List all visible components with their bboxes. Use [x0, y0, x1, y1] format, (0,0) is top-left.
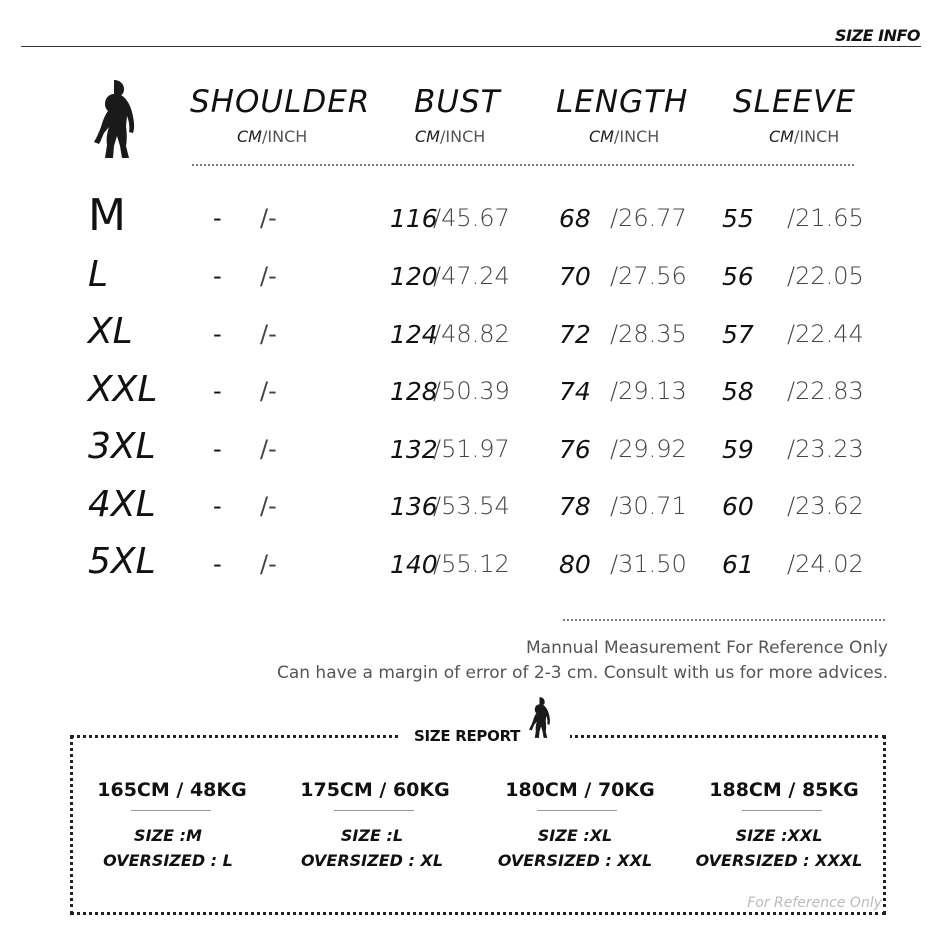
size-label: XXL: [88, 369, 158, 410]
column-unit-shoulder: [237, 127, 307, 146]
sleeve-cm: 55: [722, 204, 754, 233]
column-unit-bust: [415, 127, 485, 146]
size-label: L: [88, 254, 109, 295]
unit-cm: CM: [589, 127, 614, 146]
model-oversized: OVERSIZED : XXXL: [695, 851, 863, 870]
column-title-sleeve: SLEEVE: [733, 84, 856, 120]
ape-figure-icon: [528, 694, 552, 742]
shoulder-cm: -: [213, 550, 222, 578]
shoulder-cm: -: [213, 377, 222, 405]
size-label: 4XL: [88, 484, 156, 525]
model-measure: 180CM / 70KG: [505, 779, 655, 801]
size-info-title: SIZE INFO: [835, 26, 920, 45]
shoulder-inch: /-: [260, 262, 277, 290]
bust-cm: 132: [390, 435, 438, 464]
model-oversized: OVERSIZED : XL: [300, 851, 444, 870]
model-oversized: OVERSIZED : XXL: [497, 851, 653, 870]
column-unit-length: [589, 127, 659, 146]
bust-cm: 124: [390, 320, 438, 349]
bust-inch: /53.54: [433, 492, 510, 520]
shoulder-inch: /-: [260, 550, 277, 578]
sleeve-inch: /24.02: [787, 550, 864, 578]
sleeve-cm: 61: [722, 550, 754, 579]
bust-inch: /47.24: [433, 262, 510, 290]
column-title-bust: BUST: [414, 84, 501, 120]
column-title-shoulder: SHOULDER: [190, 84, 371, 120]
bust-inch: /50.39: [433, 377, 510, 405]
shoulder-inch: /-: [260, 320, 277, 348]
model-divider: [131, 810, 211, 811]
shoulder-inch: /-: [260, 377, 277, 405]
bust-inch: /51.97: [433, 435, 510, 463]
sleeve-cm: 56: [722, 262, 754, 291]
shoulder-cm: -: [213, 204, 222, 232]
bust-inch: /45.67: [433, 204, 510, 232]
model-divider: [334, 810, 414, 811]
length-inch: /31.50: [610, 550, 687, 578]
unit-inch: /INCH: [261, 127, 308, 146]
ape-figure-icon: [92, 78, 138, 162]
size-label: 5XL: [88, 541, 156, 582]
model-oversized: OVERSIZED : L: [103, 851, 233, 870]
unit-inch: /INCH: [613, 127, 660, 146]
length-cm: 70: [559, 262, 591, 291]
shoulder-cm: -: [213, 320, 222, 348]
length-inch: /28.35: [610, 320, 687, 348]
header-dotted-divider: [192, 164, 854, 166]
margin-note: Can have a margin of error of 2-3 cm. Consult with us for more advices.: [276, 663, 888, 683]
sleeve-cm: 58: [722, 377, 754, 406]
bust-cm: 128: [390, 377, 438, 406]
sleeve-cm: 59: [722, 435, 754, 464]
bust-cm: 140: [390, 550, 438, 579]
model-measure: 165CM / 48KG: [97, 779, 247, 801]
shoulder-cm: -: [213, 262, 222, 290]
model-size: SIZE :L: [340, 826, 404, 845]
shoulder-cm: -: [213, 492, 222, 520]
unit-inch: /INCH: [793, 127, 840, 146]
model-divider: [537, 810, 617, 811]
length-cm: 78: [559, 492, 591, 521]
shoulder-cm: -: [213, 435, 222, 463]
bust-cm: 116: [390, 204, 438, 233]
model-divider: [742, 810, 822, 811]
sleeve-inch: /22.05: [787, 262, 864, 290]
bust-cm: 120: [390, 262, 438, 291]
length-cm: 72: [559, 320, 591, 349]
bust-inch: /48.82: [433, 320, 510, 348]
length-inch: /27.56: [610, 262, 687, 290]
size-report-box: [70, 735, 886, 915]
measurement-note: Mannual Measurement For Reference Only: [526, 638, 888, 658]
shoulder-inch: /-: [260, 204, 277, 232]
sleeve-cm: 57: [722, 320, 754, 349]
sleeve-inch: /22.44: [787, 320, 864, 348]
model-measure: 188CM / 85KG: [709, 779, 859, 801]
column-title-length: LENGTH: [556, 84, 689, 120]
size-label: XL: [88, 311, 133, 352]
bust-inch: /55.12: [433, 550, 510, 578]
length-inch: /30.71: [610, 492, 687, 520]
unit-cm: CM: [769, 127, 794, 146]
size-label: M: [88, 190, 126, 241]
unit-cm: CM: [237, 127, 262, 146]
sleeve-inch: /22.83: [787, 377, 864, 405]
length-inch: /26.77: [610, 204, 687, 232]
bust-cm: 136: [390, 492, 438, 521]
column-unit-sleeve: [769, 127, 839, 146]
model-size: SIZE :XL: [537, 826, 613, 845]
unit-inch: /INCH: [439, 127, 486, 146]
model-size: SIZE :XXL: [735, 826, 823, 845]
length-inch: /29.13: [610, 377, 687, 405]
size-report-title: SIZE REPORT: [414, 727, 521, 745]
shoulder-inch: /-: [260, 435, 277, 463]
sleeve-inch: /23.62: [787, 492, 864, 520]
sleeve-inch: /23.23: [787, 435, 864, 463]
length-cm: 74: [559, 377, 591, 406]
reference-footnote: For Reference Only: [747, 895, 882, 911]
header-divider: [21, 46, 921, 47]
model-measure: 175CM / 60KG: [300, 779, 450, 801]
length-cm: 76: [559, 435, 591, 464]
shoulder-inch: /-: [260, 492, 277, 520]
length-inch: /29.92: [610, 435, 687, 463]
unit-cm: CM: [415, 127, 440, 146]
sleeve-inch: /21.65: [787, 204, 864, 232]
model-size: SIZE :M: [134, 826, 202, 845]
size-label: 3XL: [88, 426, 156, 467]
sleeve-cm: 60: [722, 492, 754, 521]
length-cm: 80: [559, 550, 591, 579]
length-cm: 68: [559, 204, 591, 233]
footer-dotted-divider: [563, 619, 885, 621]
